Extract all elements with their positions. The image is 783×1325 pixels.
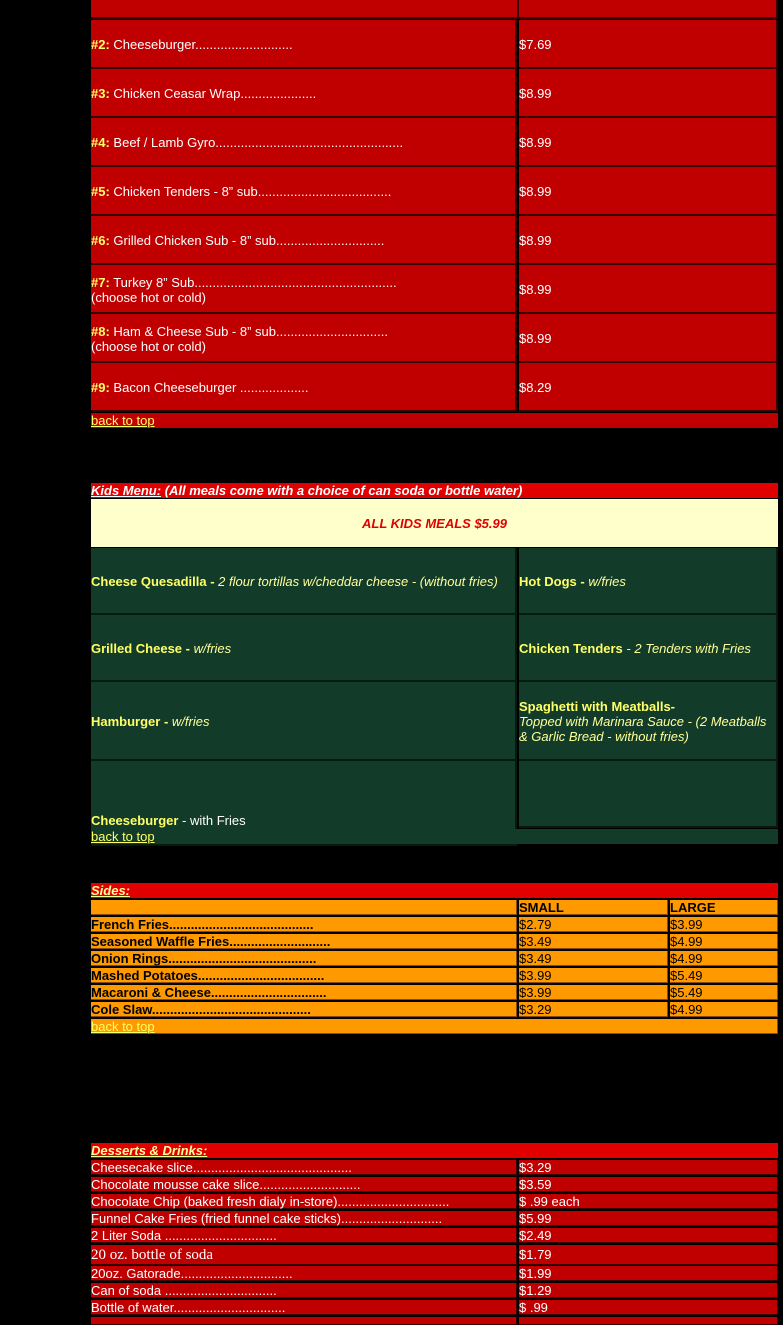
kids-item-desc: - 2 Tenders with Fries [622,641,751,656]
kids-item-name: Hamburger - [91,714,172,729]
sides-item-name: Mashed Potatoes................................... [91,968,517,983]
kids-menu-note: (All meals come with a choice of can soda or bottle water) [164,483,523,498]
kids-item-quesadilla [91,548,517,615]
back-to-top-bar [91,413,778,428]
combo-price-4: $8.99 [519,118,778,167]
dessert-item-price: $2.49 [519,1228,778,1243]
sides-item-small: $3.99 [519,985,668,1000]
combo-price-5: $8.99 [519,167,778,216]
sides-title: Sides: [91,883,131,898]
kids-menu-header [91,483,778,498]
kids-banner-text: ALL KIDS MEALS $5.99 [362,515,507,531]
sides-item-name: Cole Slaw............................................ [91,1002,517,1017]
combo-name: Chicken Ceasar Wrap..................... [113,86,317,101]
sides-header [91,883,778,898]
sides-item-name: Macaroni & Cheese................................ [91,985,517,1000]
kids-menu-title: Kids Menu: [91,483,162,498]
combo-number: #7: [91,274,110,290]
sides-item-name: Onion Rings......................................... [91,951,517,966]
dessert-item-name: 20 oz. bottle of soda [91,1245,517,1265]
combo-price-2: $7.69 [519,20,778,69]
combo-name: Turkey 8” Sub........................................................ [113,274,397,290]
kids-item-name: Cheese Quesadilla - [91,574,219,589]
dessert-item-price: $3.59 [519,1177,778,1192]
combo-item-7 [91,265,517,314]
kids-item-desc: w/fries [193,641,232,656]
dessert-item-price: $1.29 [519,1283,778,1298]
sides-item-small: $2.79 [519,917,668,932]
kids-item-grilled-cheese [91,615,517,682]
kids-item-hotdogs [519,548,778,615]
combo-number: #3: [91,86,110,101]
sides-item-name: French Fries........................................ [91,917,517,932]
sides-item-small: $3.29 [519,1002,668,1017]
combo-row-divider [517,0,519,19]
dessert-item-name: 20oz. Gatorade............................... [91,1266,517,1281]
kids-item-desc: Topped with Marinara Sauce - (2 Meatballs & Garlic Bread - without fries) [519,714,767,744]
kids-item-desc: 2 flour tortillas w/cheddar cheese - (without fries) [218,574,498,589]
kids-banner [91,499,778,547]
combo-price-7: $8.99 [519,265,778,314]
dessert-item-name: Cheesecake slice............................................ [91,1160,517,1175]
combo-number: #6: [91,233,110,248]
dessert-item-price: $ .99 each [519,1194,778,1209]
back-to-top-link[interactable]: back to top [91,413,155,428]
combo-name: Bacon Cheeseburger ................... [113,380,309,395]
dessert-item-name: 2 Liter Soda ............................... [91,1228,517,1243]
combo-price-8: $8.99 [519,314,778,363]
combo-number: #2: [91,37,110,52]
combo-note: (choose hot or cold) [91,338,206,354]
kids-item-desc: - with Fries [178,813,246,828]
combo-price-9: $8.29 [519,363,778,412]
dessert-item-name: Chocolate mousse cake slice............................ [91,1177,517,1192]
combo-name: Chicken Tenders - 8” sub..................................... [113,184,392,199]
dessert-row-partial [519,1317,778,1325]
sides-item-name: Seasoned Waffle Fries............................ [91,934,517,949]
back-to-top-link[interactable]: back to top [91,829,155,844]
combo-name: Cheeseburger........................... [113,37,293,52]
sides-item-large: $3.99 [670,917,778,932]
dessert-item-price: $3.29 [519,1160,778,1175]
combo-number: #4: [91,135,110,150]
kids-item-name: Cheeseburger [91,813,179,828]
dessert-item-price: $1.99 [519,1266,778,1281]
sides-item-small: $3.49 [519,951,668,966]
back-to-top-link[interactable]: back to top [91,1019,155,1034]
combo-note: (choose hot or cold) [91,289,206,305]
kids-item-name: Grilled Cheese - [91,641,194,656]
combo-item-4 [91,118,517,167]
desserts-title: Desserts & Drinks: [91,1143,208,1158]
kids-item-spaghetti [519,682,778,761]
kids-item-desc: w/fries [171,714,210,729]
dessert-item-price: $ .99 [519,1300,778,1315]
combo-name: Ham & Cheese Sub - 8” sub............................... [113,323,388,339]
combo-name: Grilled Chicken Sub - 8” sub.............................. [113,233,385,248]
back-to-top-bar [91,829,778,844]
sides-col-small: SMALL [519,900,668,915]
sides-item-large: $5.49 [670,968,778,983]
sides-col-large: LARGE [670,900,778,915]
desserts-header [91,1143,778,1158]
sides-item-small: $3.99 [519,968,668,983]
combo-number: #8: [91,323,110,339]
dessert-item-name: Bottle of water............................... [91,1300,517,1315]
combo-item-9 [91,363,517,412]
combo-item-8 [91,314,517,363]
kids-item-desc: w/fries [588,574,626,589]
combo-item-6 [91,216,517,265]
kids-item-chicken-tenders [519,615,778,682]
sides-item-large: $4.99 [670,934,778,949]
combo-name: Beef / Lamb Gyro.................................................... [113,135,404,150]
kids-item-hamburger [91,682,517,761]
combo-number: #9: [91,380,110,395]
combo-number: #5: [91,184,110,199]
sides-item-large: $4.99 [670,951,778,966]
dessert-item-name: Chocolate Chip (baked fresh dialy in-store)............................... [91,1194,517,1209]
dessert-item-price: $5.99 [519,1211,778,1226]
kids-item-name: Spaghetti with Meatballs- [519,699,676,714]
combo-price-3: $8.99 [519,69,778,118]
dessert-item-name: Funnel Cake Fries (fried funnel cake sticks)............................ [91,1211,517,1226]
kids-item-empty [519,761,778,828]
sides-header-blank [91,900,517,915]
dessert-item-price: $1.79 [519,1245,778,1265]
kids-item-name: Chicken Tenders [519,641,623,656]
combo-price-6: $8.99 [519,216,778,265]
combo-item-5 [91,167,517,216]
sides-item-large: $5.49 [670,985,778,1000]
dessert-item-name: Can of soda ............................... [91,1283,517,1298]
sides-item-large: $4.99 [670,1002,778,1017]
back-to-top-bar [91,1019,778,1034]
combo-row-partial [91,0,778,19]
combo-item-3 [91,69,517,118]
dessert-row-partial [91,1317,517,1325]
combo-item-2 [91,20,517,69]
kids-item-name: Hot Dogs - [519,574,589,589]
sides-item-small: $3.49 [519,934,668,949]
